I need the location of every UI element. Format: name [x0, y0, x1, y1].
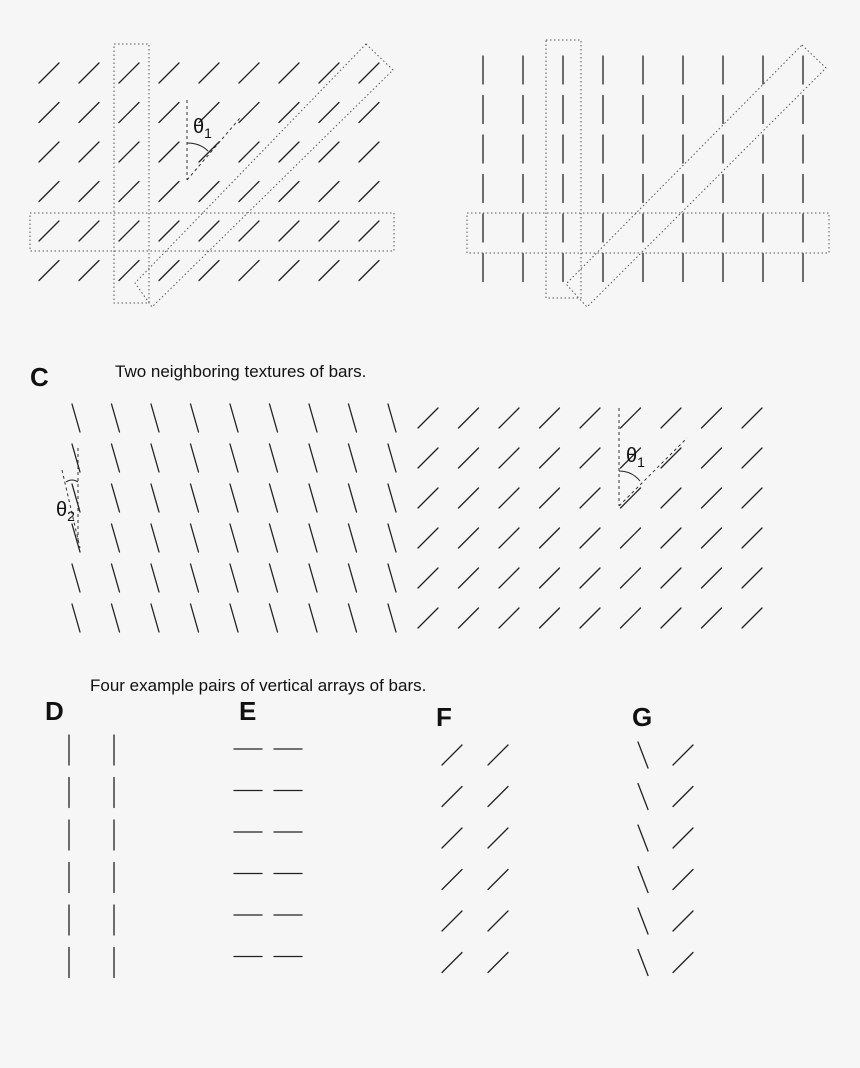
panel-a-bar: [239, 182, 259, 202]
panel-a-bar: [199, 142, 219, 162]
panel-c-left-bar: [151, 564, 159, 592]
panel-c-right-bar: [580, 528, 600, 548]
panel-c-right-bar: [418, 528, 438, 548]
vertical-pairs-section: [45, 676, 693, 978]
panel-c-letter: C: [30, 362, 49, 392]
panel-c-right-bar: [580, 448, 600, 468]
panel-g-bars: [638, 742, 693, 976]
panel-c-left-bar: [309, 404, 317, 432]
theta2-symbol: θ: [56, 499, 68, 521]
panel-g-left-bar: [638, 825, 648, 851]
panel-c-left-bar: [112, 404, 120, 432]
panel-f-bar: [488, 787, 508, 807]
panel-c-right-bar: [418, 568, 438, 588]
panel-a-bar: [279, 142, 299, 162]
panel-c-right-bar: [580, 408, 600, 428]
panel-a-bar: [119, 261, 139, 281]
panel-c-left-bar: [151, 524, 159, 552]
panel-c-right-bar: [580, 608, 600, 628]
panel-a-bar: [239, 261, 259, 281]
panel-c-right-bar: [580, 488, 600, 508]
theta1-subscript-a: 1: [204, 125, 212, 141]
panel-c-left-bar: [270, 404, 278, 432]
panel-c-left-bar: [191, 484, 199, 512]
panel-f-bar: [488, 828, 508, 848]
panel-c-left-bar: [270, 604, 278, 632]
panel-f-bar: [442, 870, 462, 890]
panel-a-bar: [119, 103, 139, 123]
panel-c-left-bar: [72, 564, 80, 592]
panel-g-left-bar: [638, 867, 648, 893]
panel-c-left-bar: [230, 604, 238, 632]
panel-c-left-bar: [349, 404, 357, 432]
panel-c-left-bar: [309, 484, 317, 512]
panel-f-bar: [488, 870, 508, 890]
panel-c-left-bar: [388, 404, 396, 432]
panel-a-bar: [239, 142, 259, 162]
panel-f-bar: [442, 787, 462, 807]
panel-c-angle-arc-right: [619, 471, 640, 481]
theta1-subscript-c: 1: [637, 454, 645, 470]
panel-g-right-bar: [673, 787, 693, 807]
panel-a-bar: [119, 63, 139, 83]
theta2-label: [56, 499, 75, 524]
panel-g-left-bar: [638, 950, 648, 976]
panel-a-bar: [79, 182, 99, 202]
panel-c-left-bar: [112, 444, 120, 472]
panel-c-left-bar: [388, 604, 396, 632]
panel-a-bar: [159, 103, 179, 123]
panel-c-right-bar: [459, 568, 479, 588]
panel-c-left-bar: [230, 444, 238, 472]
panel-c-left-bar: [349, 564, 357, 592]
panel-c-left-bar: [230, 404, 238, 432]
panel-g-left-bar: [638, 908, 648, 934]
panel-c-right-bar: [540, 528, 560, 548]
panel-a-bar: [39, 63, 59, 83]
panel-a-bar: [359, 103, 379, 123]
panel-c-right-bar: [499, 608, 519, 628]
panel-c-right-bar: [661, 488, 681, 508]
theta1-label-a: [193, 116, 212, 141]
panel-a-bar: [359, 221, 379, 241]
panel-a-bar: [239, 221, 259, 241]
panel-a-bar: [359, 142, 379, 162]
panel-c-right-bar: [702, 448, 722, 468]
panel-a-bar: [39, 221, 59, 241]
panel-c-left-bar: [151, 404, 159, 432]
panel-a-bar: [39, 182, 59, 202]
panel-c-right-bar: [661, 448, 681, 468]
panel-e-bars: [234, 749, 302, 957]
panel-c-right-bar: [459, 528, 479, 548]
theta2-subscript: 2: [67, 508, 75, 524]
panel-c-right-bar: [621, 528, 641, 548]
panel-c-right-bar: [661, 528, 681, 548]
panel-c-right-bar: [621, 568, 641, 588]
panel-e-letter: E: [239, 696, 257, 726]
panel-c-left-bar: [270, 564, 278, 592]
panel-f-bar: [442, 953, 462, 973]
panel-c-left-bar: [72, 404, 80, 432]
panel-b-diagonal-region: [566, 45, 826, 307]
panel-c-left-bar: [72, 524, 80, 552]
panel-a-bar: [319, 261, 339, 281]
panel-a-horizontal-region: [30, 213, 394, 251]
panel-c-angle-arc-left: [66, 480, 78, 482]
panel-c-right-bar: [540, 608, 560, 628]
panel-b-texture: [467, 40, 829, 307]
panel-a-bar: [359, 63, 379, 83]
panel-c-right-bar: [702, 568, 722, 588]
panel-a-bar: [199, 63, 219, 83]
panel-f-bar: [442, 828, 462, 848]
panel-c-right-bar: [418, 608, 438, 628]
panel-a-bar: [239, 103, 259, 123]
panel-a-bar: [159, 261, 179, 281]
panel-f-bars: [442, 745, 508, 973]
panel-c-right-bar: [418, 408, 438, 428]
panel-a-bar: [79, 142, 99, 162]
panel-c-left-bar: [388, 564, 396, 592]
panel-a-bar: [39, 261, 59, 281]
panel-c-right-bar: [580, 568, 600, 588]
theta1-symbol-a: θ: [193, 116, 205, 138]
panel-a-bar: [319, 221, 339, 241]
panel-c-right-bar: [702, 608, 722, 628]
panel-c-left-bar: [191, 604, 199, 632]
panel-c-right-bar: [499, 408, 519, 428]
panel-g-right-bar: [673, 828, 693, 848]
panel-a-bar: [279, 261, 299, 281]
panel-c-right-bar: [742, 568, 762, 588]
panel-c-left-bar: [191, 524, 199, 552]
panel-a-bar: [159, 221, 179, 241]
panel-c-left-bar: [230, 524, 238, 552]
panel-c-left-bar: [72, 444, 80, 472]
panel-g-left-bar: [638, 742, 648, 768]
panel-c-left-bar: [191, 404, 199, 432]
panel-a-bar: [79, 103, 99, 123]
panel-a-bar: [159, 142, 179, 162]
panel-c-left-bar: [309, 444, 317, 472]
panel-c-right-bar: [540, 488, 560, 508]
panel-c-left-bar: [112, 484, 120, 512]
panel-a-bar: [119, 221, 139, 241]
vertical-pairs-caption: Four example pairs of vertical arrays of bars.: [90, 676, 427, 695]
panel-a-bar: [119, 142, 139, 162]
panel-c-right-bar: [621, 608, 641, 628]
panel-c-left-bar: [151, 604, 159, 632]
panel-c-right-bar: [742, 448, 762, 468]
panel-c-left-bar: [388, 444, 396, 472]
panel-c-right-bar: [621, 488, 641, 508]
panel-g-left-bar: [638, 784, 648, 810]
panel-c-left-bar: [270, 524, 278, 552]
panel-c-left-bar: [191, 444, 199, 472]
panel-c-right-bar: [499, 568, 519, 588]
panel-a-bar: [319, 182, 339, 202]
panel-a-bar: [79, 63, 99, 83]
panel-a-bar: [279, 182, 299, 202]
panel-a-bar: [199, 182, 219, 202]
panel-a-bar: [319, 103, 339, 123]
panel-a-bar: [359, 261, 379, 281]
panel-c-right-bar: [742, 528, 762, 548]
panel-c-right-bar: [540, 408, 560, 428]
panel-c-right-bar: [742, 408, 762, 428]
panel-c-right-bar: [540, 448, 560, 468]
theta1-symbol-c: θ: [626, 445, 638, 467]
panel-c-left-bar: [388, 524, 396, 552]
panel-c-right-bar: [499, 528, 519, 548]
panel-a-diagonal-region: [135, 44, 393, 307]
panel-g-right-bar: [673, 911, 693, 931]
panel-a-bars: [39, 63, 379, 281]
panel-c-right-bar: [459, 448, 479, 468]
panel-c-left-bar: [112, 604, 120, 632]
panel-a-bar: [119, 182, 139, 202]
panel-g-right-bar: [673, 745, 693, 765]
panel-c-right-bar: [540, 568, 560, 588]
panel-a-bar: [79, 261, 99, 281]
panel-c-left-bar: [112, 564, 120, 592]
panel-a-bar: [39, 103, 59, 123]
panel-c-right-bar: [418, 488, 438, 508]
panel-c-right-bar: [702, 528, 722, 548]
panel-f-bar: [442, 911, 462, 931]
panel-a-bar: [279, 221, 299, 241]
panel-c-left-bar: [112, 524, 120, 552]
panel-c-right-bar: [459, 608, 479, 628]
theta1-label-c: [626, 445, 645, 470]
panel-a-bar: [159, 63, 179, 83]
panel-f-letter: F: [436, 702, 452, 732]
panel-c-left-bar: [151, 484, 159, 512]
panel-c-left-bar: [230, 564, 238, 592]
panel-c-left-bar: [191, 564, 199, 592]
panel-f-bar: [442, 745, 462, 765]
panel-c-right-bar: [459, 408, 479, 428]
panel-d-letter: D: [45, 696, 64, 726]
panel-a-bar: [359, 182, 379, 202]
panel-a-bar: [319, 63, 339, 83]
panel-c-right-bar: [702, 488, 722, 508]
panel-f-bar: [488, 911, 508, 931]
panel-c-left-bar: [349, 604, 357, 632]
panel-f-bar: [488, 953, 508, 973]
panel-c-right-bar: [499, 488, 519, 508]
panel-c-right-bar: [742, 488, 762, 508]
panel-c-left-bar: [349, 524, 357, 552]
panel-c-right-bar: [499, 448, 519, 468]
panel-c-left-bar: [309, 604, 317, 632]
panel-a-angle-arc: [187, 143, 208, 151]
panel-a-bar: [279, 103, 299, 123]
panel-a-bar: [199, 261, 219, 281]
panel-c-left-bar: [270, 484, 278, 512]
panel-c-left-bar: [388, 484, 396, 512]
panel-g-letter: G: [632, 702, 653, 732]
panel-c-bars: [72, 404, 762, 632]
panel-f-bar: [488, 745, 508, 765]
panel-d-bars: [69, 735, 114, 978]
panel-c-right-bar: [661, 608, 681, 628]
panel-c-left-bar: [349, 484, 357, 512]
panel-a-texture: [30, 44, 394, 307]
panel-c-right-bar: [742, 608, 762, 628]
panel-a-bar: [199, 221, 219, 241]
panel-g-right-bar: [673, 870, 693, 890]
panel-b-horizontal-region: [467, 213, 829, 253]
panel-c-right-bar: [621, 408, 641, 428]
panel-c-left-bar: [309, 524, 317, 552]
panel-c-right-bar: [702, 408, 722, 428]
panel-c-left-bar: [270, 444, 278, 472]
panel-c-right-bar: [661, 408, 681, 428]
panel-c-right-bar: [661, 568, 681, 588]
panel-a-bar: [319, 142, 339, 162]
panel-c-left-bar: [230, 484, 238, 512]
panel-a-bar: [159, 182, 179, 202]
panel-c-left-bar: [72, 604, 80, 632]
panel-c-left-bar: [349, 444, 357, 472]
panel-a-bar: [239, 63, 259, 83]
panel-c-caption: Two neighboring textures of bars.: [115, 362, 367, 381]
panel-a-bar: [39, 142, 59, 162]
panel-b-bars: [483, 56, 803, 282]
panel-c-left-bar: [309, 564, 317, 592]
panel-c-right-bar: [418, 448, 438, 468]
panel-c-left-bar: [151, 444, 159, 472]
panel-a-bar: [79, 221, 99, 241]
panel-g-right-bar: [673, 953, 693, 973]
panel-c-texture: [30, 362, 762, 632]
panel-a-bar: [279, 63, 299, 83]
panel-c-right-bar: [459, 488, 479, 508]
